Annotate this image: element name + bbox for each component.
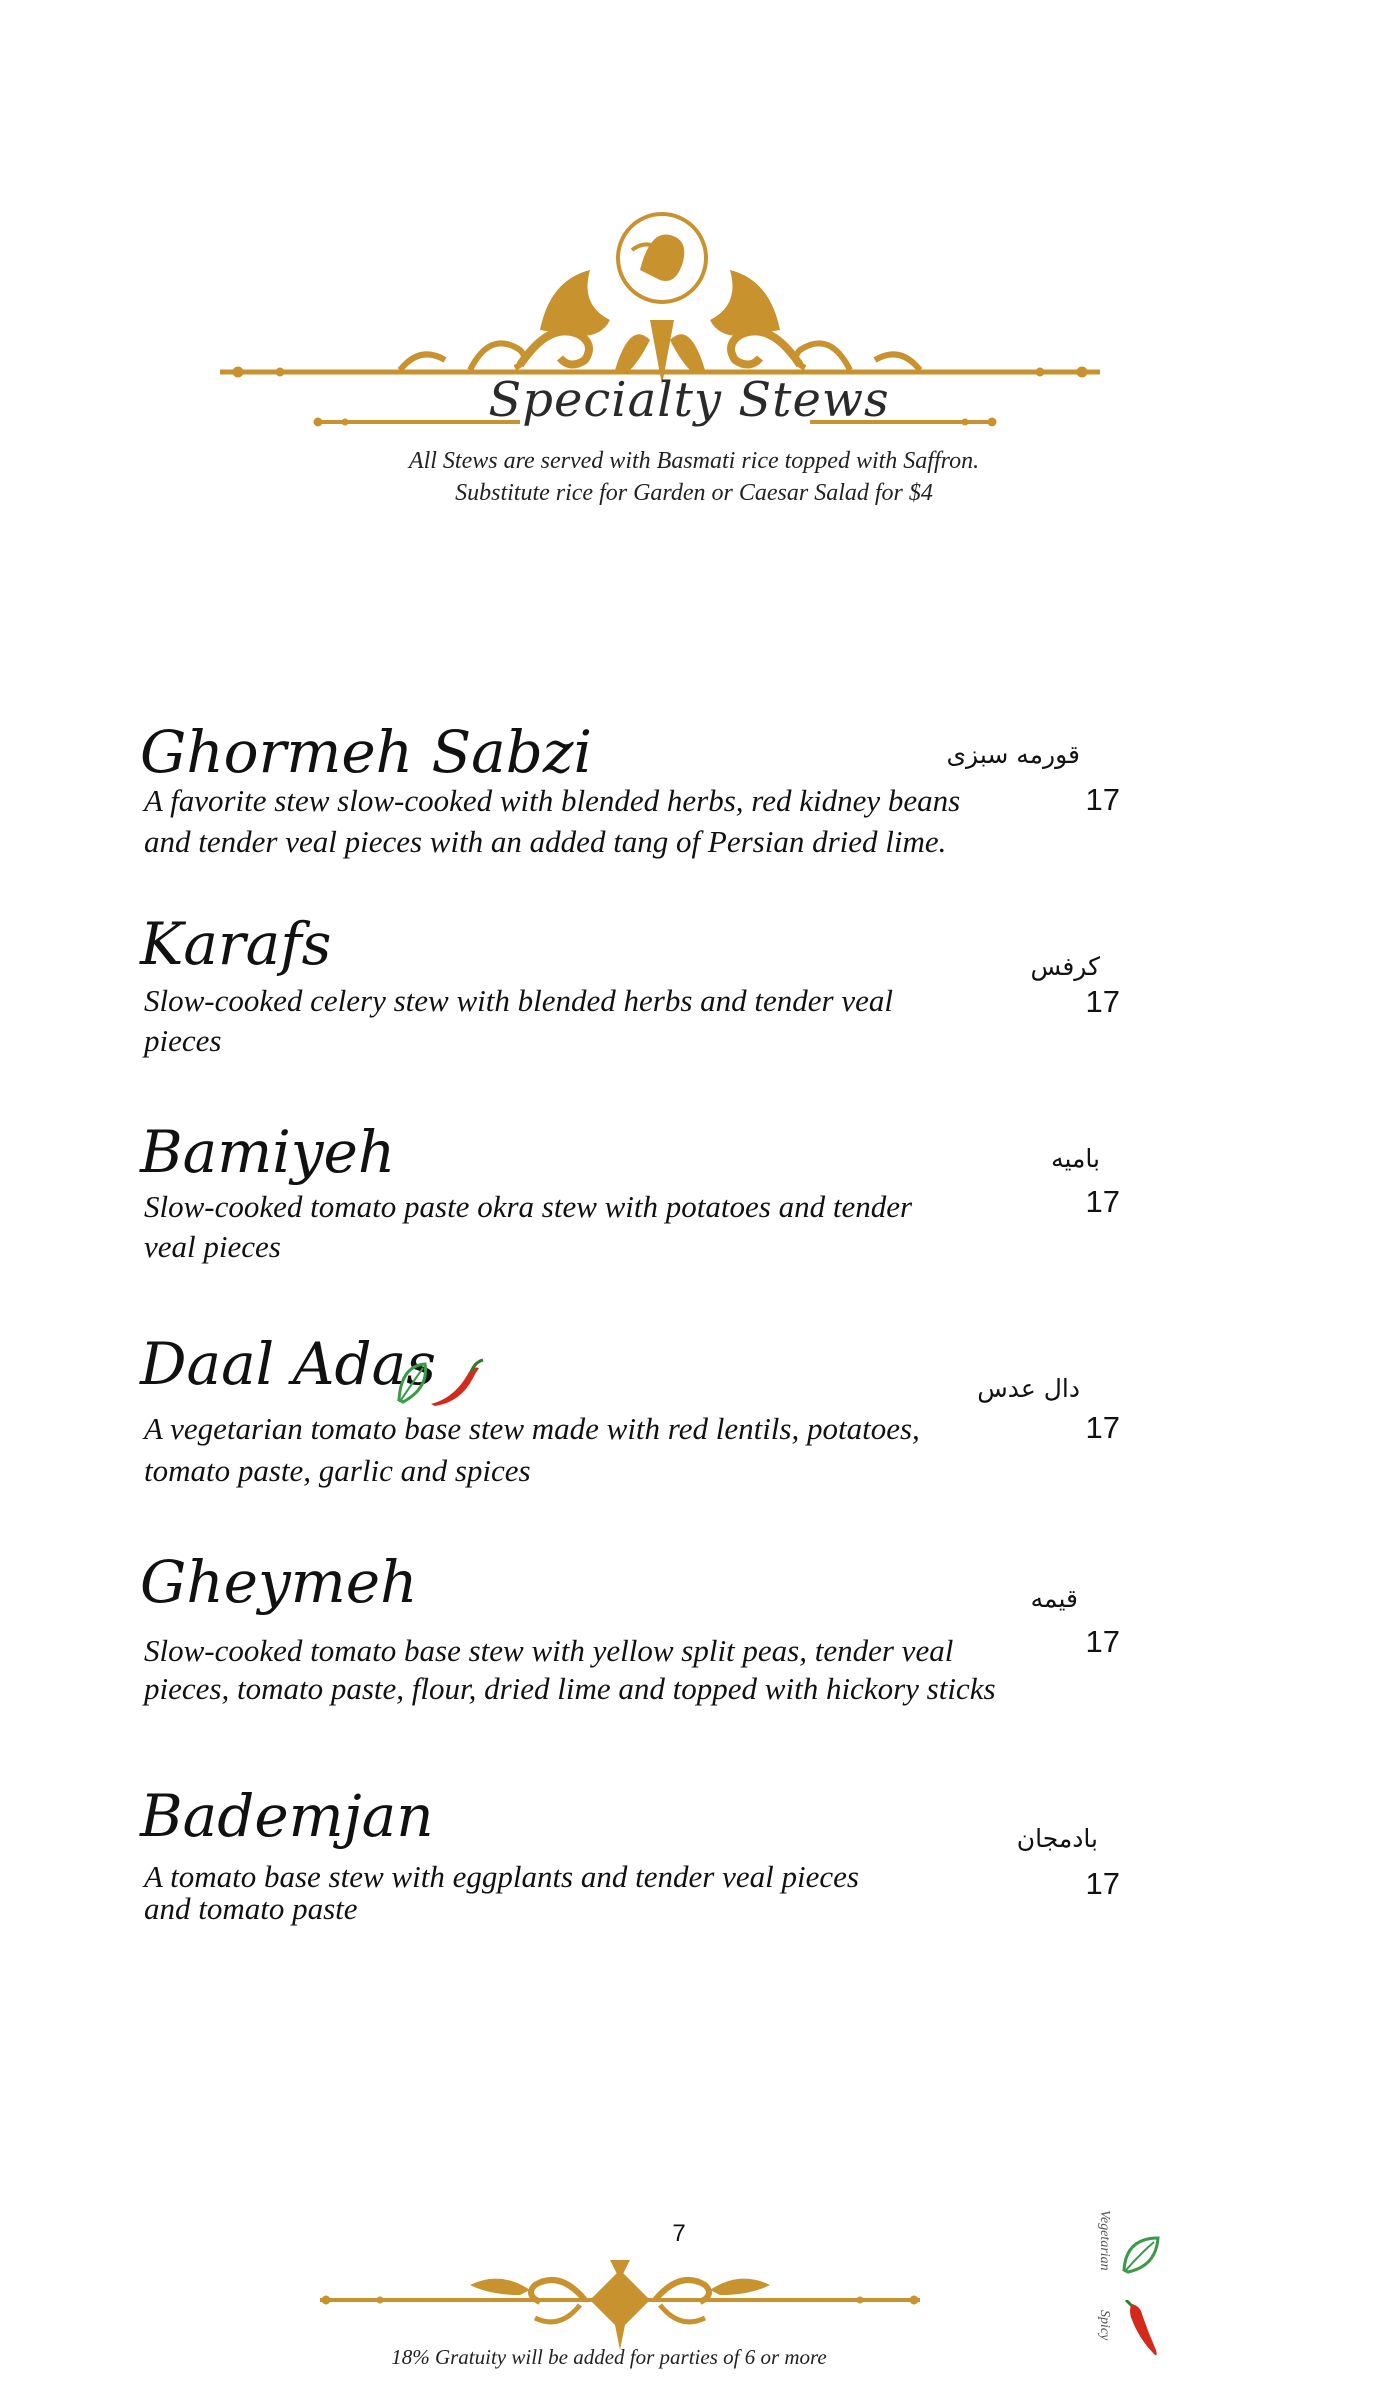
item-price: 17 xyxy=(1085,1184,1120,1219)
item-persian-name: قورمه سبزی xyxy=(946,740,1080,769)
dietary-legend xyxy=(1090,2210,1190,2370)
menu-item-daal-adas xyxy=(140,1330,1120,1490)
item-description-line-2: pieces xyxy=(144,1023,222,1058)
item-persian-name: دال عدس xyxy=(977,1374,1080,1403)
section-title: Specialty Stews xyxy=(488,372,890,428)
item-name: Gheymeh xyxy=(140,1548,418,1616)
item-name: Bademjan xyxy=(140,1782,434,1850)
item-description-line-1: A vegetarian tomato base stew made with red lentils, potatoes, xyxy=(144,1411,920,1446)
item-name: Karafs xyxy=(140,910,332,978)
chili-icon xyxy=(431,1360,483,1406)
chili-icon xyxy=(1124,2300,1164,2360)
item-description-line-1: A tomato base stew with eggplants and tender veal pieces xyxy=(144,1859,859,1894)
item-price: 17 xyxy=(1085,1866,1120,1901)
item-name: Daal Adas xyxy=(140,1330,437,1398)
item-description-line-1: Slow-cooked tomato base stew with yellow split peas, tender veal xyxy=(144,1633,954,1668)
page-number: 7 xyxy=(672,2220,686,2247)
menu-item-ghormeh-sabzi xyxy=(140,718,1120,868)
leaf-icon xyxy=(1120,2232,1164,2276)
item-persian-name: بادمجان xyxy=(1016,1824,1098,1853)
item-persian-name: بامیه xyxy=(1051,1144,1100,1173)
item-description-line-2: and tomato paste xyxy=(144,1891,358,1926)
item-price: 17 xyxy=(1085,1410,1120,1445)
leaf-icon xyxy=(399,1364,426,1402)
item-description-line-1: A favorite stew slow-cooked with blended herbs, red kidney beans xyxy=(144,783,961,818)
item-price: 17 xyxy=(1085,984,1120,1019)
legend-vegetarian-label: Vegetarian xyxy=(1097,2210,1112,2271)
item-name: Bamiyeh xyxy=(140,1118,396,1186)
item-description-line-2: and tender veal pieces with an added tang of Persian dried lime. xyxy=(144,824,947,859)
item-price: 17 xyxy=(1085,782,1120,817)
item-description-line-2: tomato paste, garlic and spices xyxy=(144,1453,531,1488)
item-name: Ghormeh Sabzi xyxy=(140,718,592,786)
legend-spicy-label: Spicy xyxy=(1097,2310,1112,2341)
item-price: 17 xyxy=(1085,1624,1120,1659)
subtitle-line-2: Substitute rice for Garden or Caesar Salad for $4 xyxy=(455,480,933,506)
item-dietary-icons xyxy=(395,1358,485,1408)
item-persian-name: کرفس xyxy=(1030,952,1100,981)
subtitle-line-1: All Stews are served with Basmati rice topped with Saffron. xyxy=(408,448,980,474)
menu-item-gheymeh xyxy=(140,1548,1120,1706)
item-persian-name: قیمه xyxy=(1030,1584,1078,1613)
footer-ornament xyxy=(320,2250,920,2360)
item-description-line-2: veal pieces xyxy=(144,1229,281,1264)
menu-item-bamiyeh xyxy=(140,1118,1120,1268)
item-description-line-1: Slow-cooked celery stew with blended herbs and tender veal xyxy=(144,983,893,1018)
gratuity-note: 18% Gratuity will be added for parties of 6 or more xyxy=(391,2345,827,2369)
menu-item-bademjan xyxy=(140,1782,1120,1932)
item-description-line-2: pieces, tomato paste, flour, dried lime and topped with hickory sticks xyxy=(144,1671,996,1706)
menu-item-karafs xyxy=(140,910,1120,1060)
item-description-line-1: Slow-cooked tomato paste okra stew with potatoes and tender xyxy=(144,1189,913,1224)
